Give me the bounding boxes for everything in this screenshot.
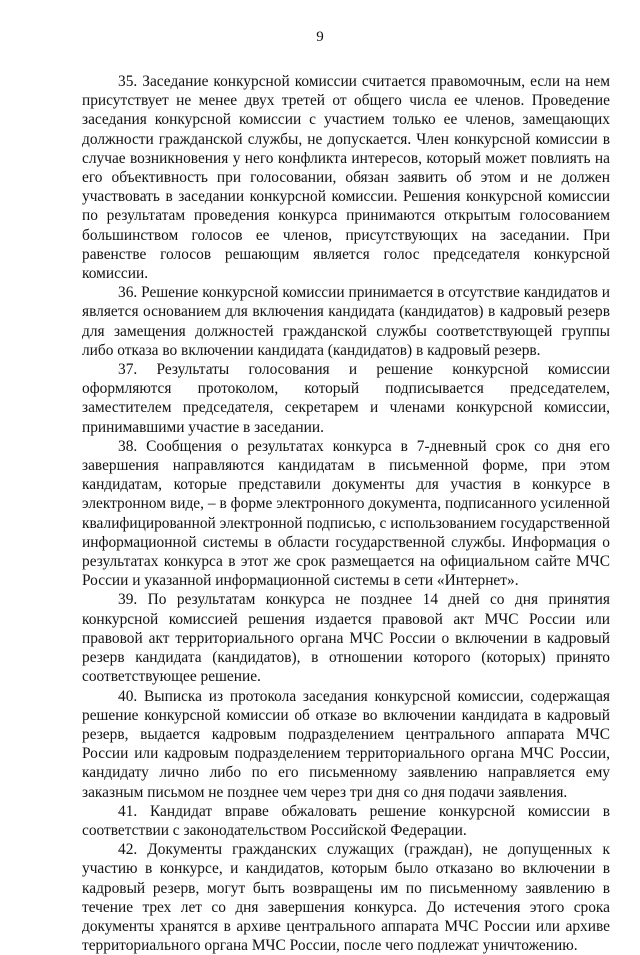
document-body [82,72,610,955]
paragraph-42: 42. Документы гражданских служащих (граждан), не допущенных к участию в конкурсе, и кандидатов, которым было отказано во включении в кадровый резерв, могут быть возвращены им по письменному заявлению в течение трех лет со дня завершения конкурса. До истечения этого срока документы хранятся в архиве центрального аппарата МЧС России или архиве территориального органа МЧС России, после чего подлежат уничтожению. [82,841,610,955]
page-number: 9 [316,29,324,45]
paragraph-39: 39. По результатам конкурса не позднее 14 дней со дня принятия конкурсной комиссией решения издается правовой акт МЧС России или правовой акт территориального органа МЧС России о включении в кадровый резерв кандидата (кандидатов), в отношении которого (которых) принято соответствующее решение. [82,591,610,686]
paragraph-38: 38. Сообщения о результатах конкурса в 7-дневный срок со дня его завершения направляются кандидатам в письменной форме, при этом кандидатам, которые представили документы для участия в конкурсе в электронном виде, – в форме электронного документа, подписанного усиленной квалифицированной электронной подписью, с использованием государственной информационной системы в области государственной службы. Информация о результатах конкурса в этот же срок размещается на официальном сайте МЧС России и указанной информационной системы в сети «Интернет». [82,437,610,590]
paragraph-40: 40. Выписка из протокола заседания конкурсной комиссии, содержащая решение конкурсной комиссии об отказе во включении кандидата в кадровый резерв, выдается кадровым подразделением центрального аппарата МЧС России или кадровым подразделением территориального органа МЧС России, кандидату лично либо по его письменному заявлению направляется ему заказным письмом не позднее чем через три дня со дня подачи заявления. [82,687,610,801]
paragraph-35: 35. Заседание конкурсной комиссии считается правомочным, если на нем присутствует не менее двух третей от общего числа ее членов. Проведение заседания конкурсной комиссии с участием только ее членов, замещающих должности гражданской службы, не допускается. Член конкурсной комиссии в случае возникновения у него конфликта интересов, который может повлиять на его объективность при голосовании, обязан заявить об этом и не должен участвовать в заседании конкурсной комиссии. Решения конкурсной комиссии по результатам проведения конкурса принимаются открытым голосованием большинством голосов ее членов, присутствующих на заседании. При равенстве голосов решающим является голос председателя конкурсной комиссии. [82,73,610,283]
paragraph-37: 37. Результаты голосования и решение конкурсной комиссии оформляются протоколом, который подписывается председателем, заместителем председателя, секретарем и членами конкурсной комиссии, принимавшими участие в заседании. [82,361,610,436]
paragraph-36: 36. Решение конкурсной комиссии принимается в отсутствие кандидатов и является основанием для включения кандидата (кандидатов) в кадровый резерв для замещения должностей гражданской службы соответствующей группы либо отказа во включении кандидата (кандидатов) в кадровый резерв. [82,284,610,359]
paragraph-41: 41. Кандидат вправе обжаловать решение конкурсной комиссии в соответствии с законодательством Российской Федерации. [82,802,610,839]
